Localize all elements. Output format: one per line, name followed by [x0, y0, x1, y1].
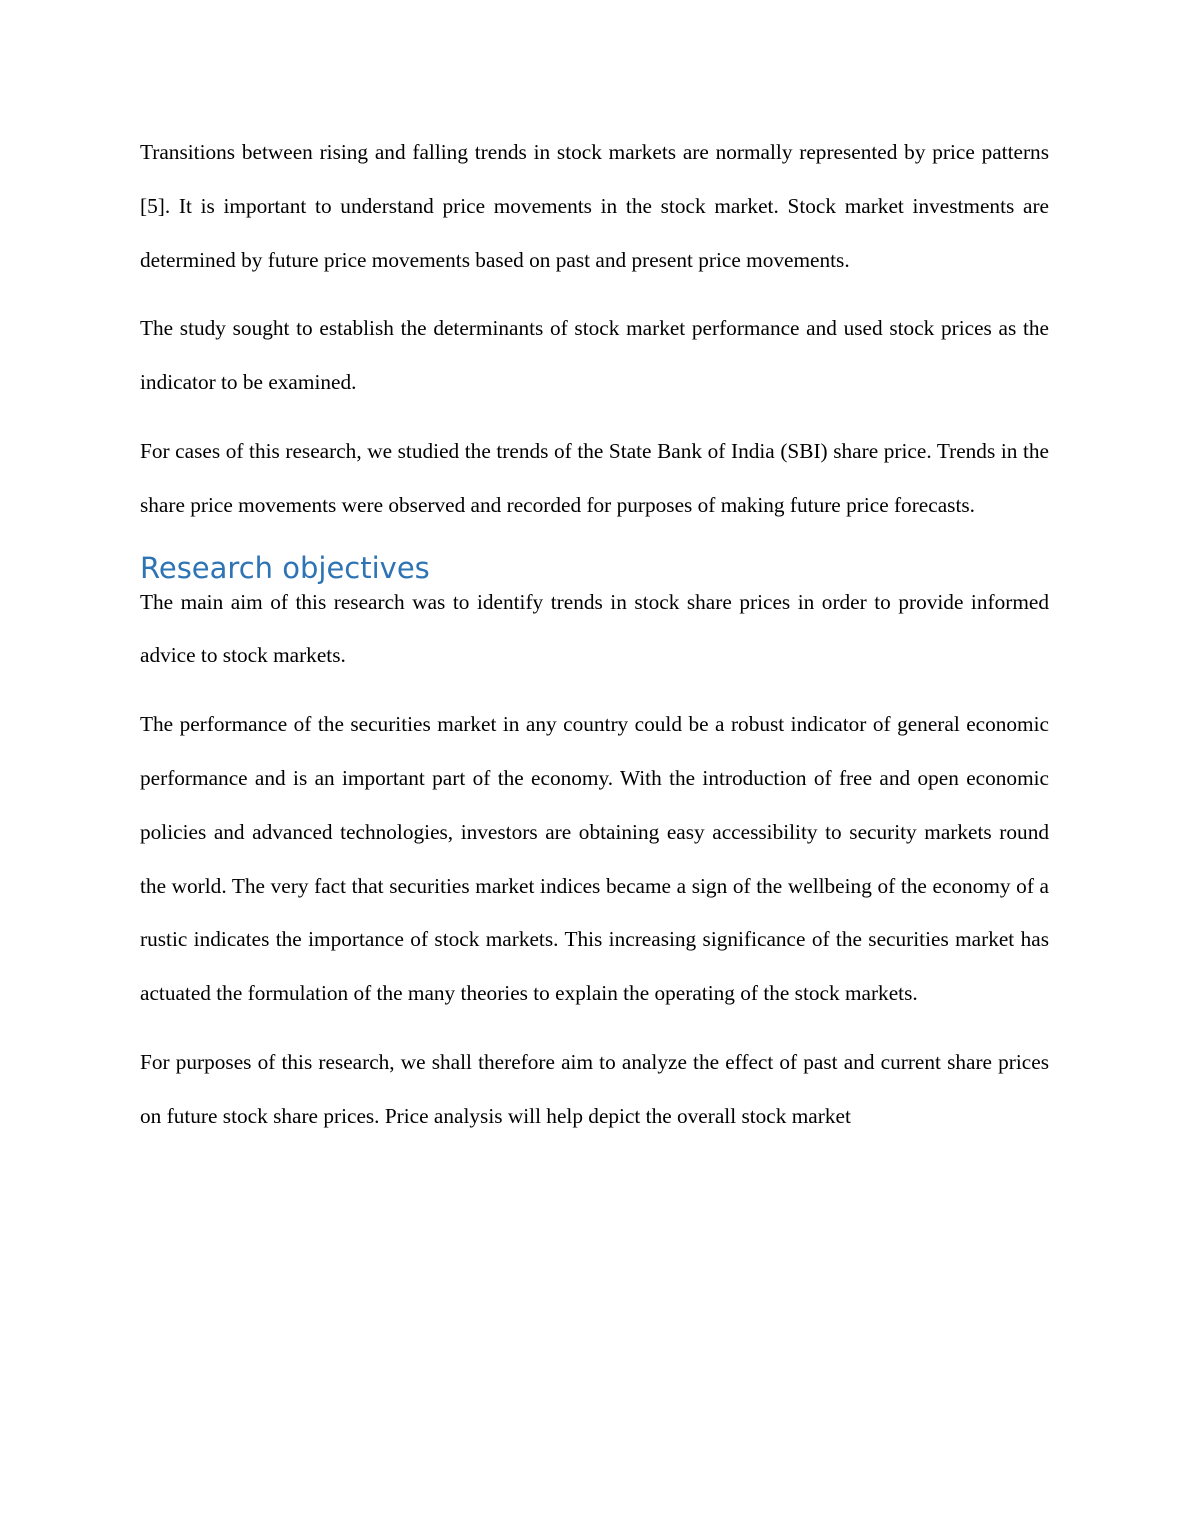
document-page: [140, 126, 1049, 1159]
paragraph-sbi-trends: For cases of this research, we studied the trends of the State Bank of India (SBI) share price. Trends in the share price movements were observed and recorded for purposes of making future price forecasts.: [140, 438, 1049, 517]
paragraph-securities-market-performance: The performance of the securities market in any country could be a robust indicator of general economic performance and is an important part of the economy. With the introduction of free and open economic policies and advanced technologies, investors are obtaining easy accessibility to security markets round the world. The very fact that securities market indices became a sign of the wellbeing of the economy of a rustic indicates the importance of stock markets. This increasing significance of the securities market has actuated the formulation of the many theories to explain the operating of the stock markets.: [140, 712, 1049, 1006]
paragraph-price-analysis: For purposes of this research, we shall therefore aim to analyze the effect of past and current share prices on future stock share prices. Price analysis will help depict the overall stock market: [140, 1049, 1049, 1128]
paragraph-study-determinants: The study sought to establish the determinants of stock market performance and used stock prices as the indicator to be examined.: [140, 316, 1049, 395]
section-heading-research-objectives: Research objectives: [140, 550, 430, 585]
paragraph-price-patterns: Transitions between rising and falling trends in stock markets are normally represented by price patterns [5]. It is important to understand price movements in the stock market. Stock market investments are determined by future price movements based on past and present price movements.: [140, 140, 1049, 272]
paragraph-main-aim: The main aim of this research was to identify trends in stock share prices in order to provide informed advice to stock markets.: [140, 589, 1049, 668]
